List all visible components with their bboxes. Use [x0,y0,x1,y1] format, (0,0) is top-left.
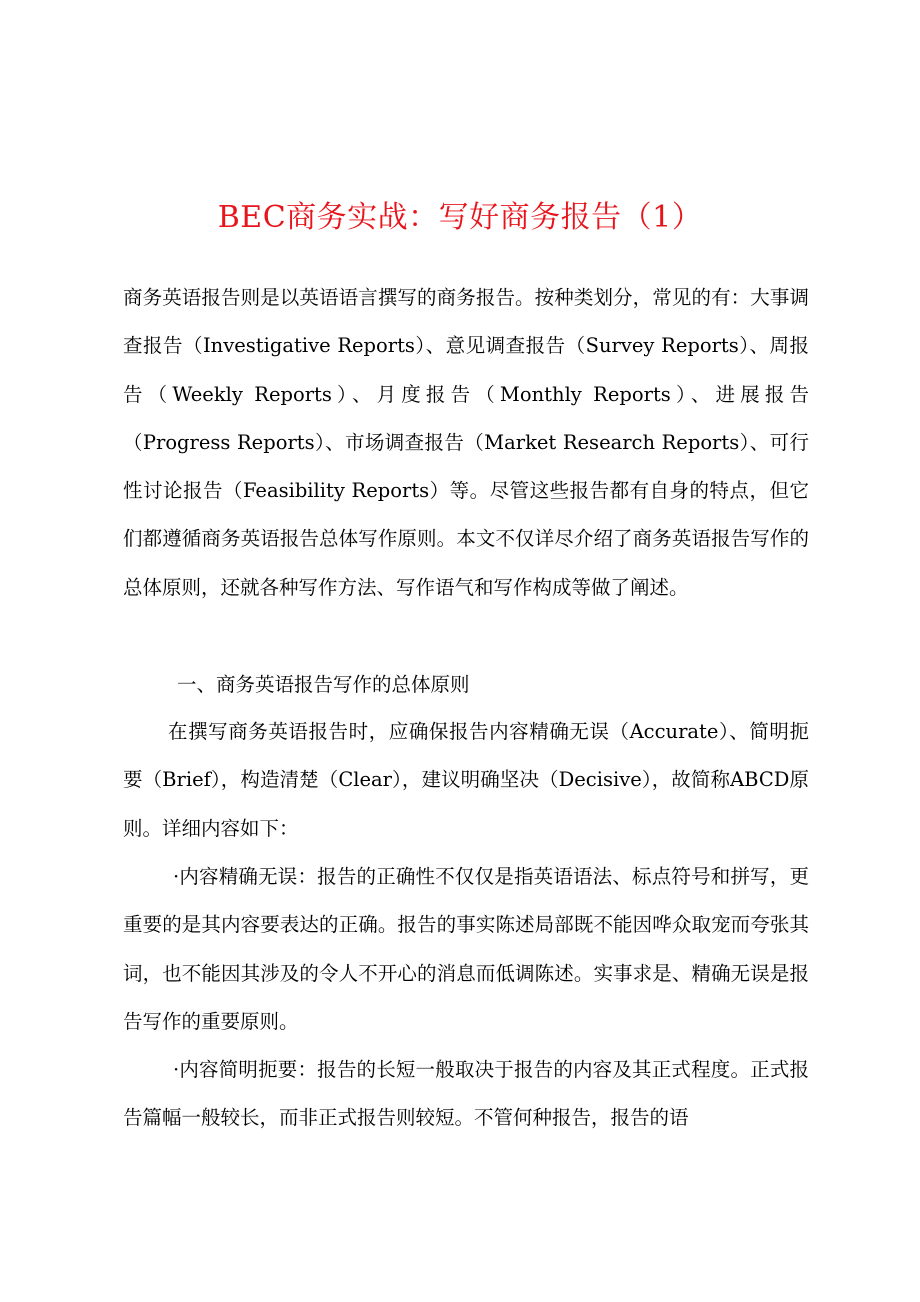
bullet-accurate-paragraph: ·内容精确无误：报告的正确性不仅仅是指英语语法、标点符号和拼写，更重要的是其内容要表达的正确。报告的事实陈述局部既不能因哗众取宠而夸张其词，也不能因其涉及的令人不开心的消息而低调陈述。实事求是、精确无误是报告写作的重要原则。 [123,865,809,1033]
document-title: BEC商务实战：写好商务报告（1） [217,200,703,235]
section-heading: 一、商务英语报告写作的总体原则 [177,673,470,696]
section-intro-paragraph: 在撰写商务英语报告时，应确保报告内容精确无误（Accurate）、简明扼要（Brief），构造清楚（Clear），建议明确坚决（Decisive），故简称ABCD原则。详细内容如下： [123,720,809,840]
intro-paragraph: 商务英语报告则是以英语语言撰写的商务报告。按种类划分，常见的有：大事调查报告（Investigative Reports）、意见调查报告（Survey Reports）、周报告（Weekly Reports）、月度报告（Monthly Reports）、进展报告（Progress Reports）、市场调查报告（Market Research Reports）、可行性讨论报告（Feasibility Reports）等。尽管这些报告都有自身的特点，但它们都遵循商务英语报告总体写作原则。本文不仅详尽介绍了商务英语报告写作的总体原则，还就各种写作方法、写作语气和写作构成等做了阐述。 [123,286,809,599]
bullet-brief-paragraph: ·内容简明扼要：报告的长短一般取决于报告的内容及其正式程度。正式报告篇幅一般较长，而非正式报告则较短。不管何种报告，报告的语 [123,1058,809,1130]
